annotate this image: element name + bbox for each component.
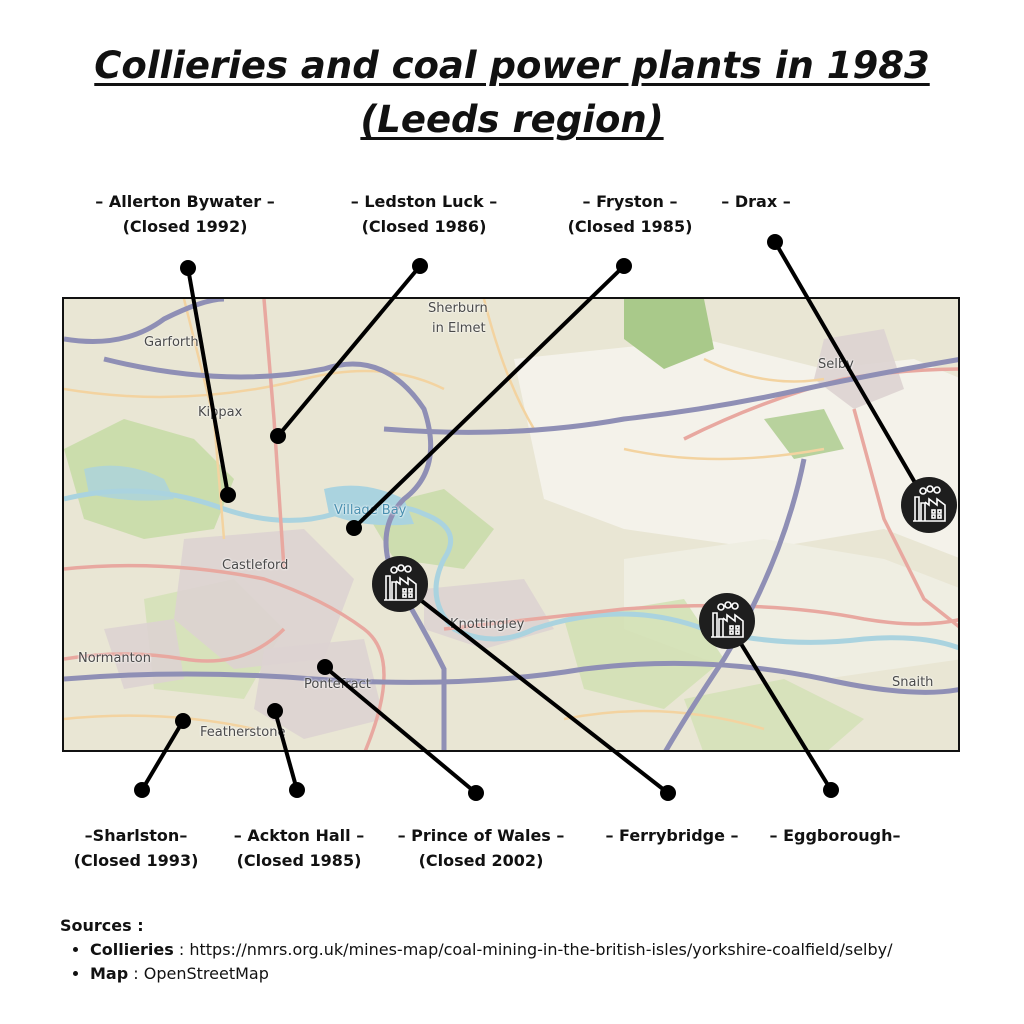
label-dot-allerton-bywater [180, 260, 196, 276]
label-sharlston [74, 823, 199, 873]
place-featherstone: Featherstone [200, 725, 286, 740]
source-label: Map [90, 964, 129, 983]
map-title-line-2: (Leeds region) [360, 98, 664, 141]
colliery-name: – Prince of Wales – [397, 826, 565, 845]
source-item [90, 963, 893, 985]
colliery-name: – Ledston Luck – [350, 192, 498, 211]
map-title-line-1: Collieries and coal power plants in 1983 [94, 44, 930, 87]
colliery-status: (Closed 1985) [567, 217, 693, 236]
source-item [90, 939, 893, 961]
place-normanton: Normanton [78, 651, 151, 666]
colliery-status: (Closed 2002) [418, 851, 544, 870]
label-dot-sharlston [134, 782, 150, 798]
place-in-elmet: in Elmet [432, 321, 486, 336]
label-dot-fryston [616, 258, 632, 274]
label-dot-ferrybridge [660, 785, 676, 801]
place-kippax: Kippax [198, 405, 243, 420]
colliery-name: – Ackton Hall – [233, 826, 365, 845]
power-plant-name: – Eggborough– [769, 826, 901, 845]
label-eggborough [770, 823, 901, 848]
colliery-status: (Closed 1992) [122, 217, 248, 236]
label-ferrybridge [605, 823, 738, 848]
source-text: : https://nmrs.org.uk/mines-map/coal-mining-in-the-british-isles/yorkshire-coalfield/selby/ [173, 940, 893, 959]
label-drax [721, 189, 790, 214]
label-dot-ackton-hall [289, 782, 305, 798]
power-plant-name: – Drax – [721, 192, 791, 211]
label-dot-ledston-luck [412, 258, 428, 274]
label-dot-eggborough [823, 782, 839, 798]
colliery-name: – Allerton Bywater – [95, 192, 275, 211]
colliery-status: (Closed 1985) [236, 851, 362, 870]
power-plant-name: – Ferrybridge – [605, 826, 739, 845]
source-label: Collieries [90, 940, 174, 959]
source-text: : OpenStreetMap [128, 964, 269, 983]
colliery-name: – Fryston – [582, 192, 678, 211]
sources-list [60, 939, 893, 985]
place-village-bay: Village Bay [334, 503, 407, 518]
map-panel [62, 297, 960, 752]
label-prince-of-wales [398, 823, 565, 873]
place-garforth: Garforth [144, 335, 199, 350]
label-ledston-luck [351, 189, 497, 239]
colliery-status: (Closed 1986) [361, 217, 487, 236]
label-ackton-hall [234, 823, 364, 873]
place-snaith: Snaith [892, 675, 934, 690]
label-fryston [568, 189, 693, 239]
place-sherburn: Sherburn [428, 301, 488, 316]
label-dot-prince-of-wales [468, 785, 484, 801]
label-allerton-bywater [95, 189, 274, 239]
place-pontefract: Pontefract [304, 677, 371, 692]
sources-heading: Sources : [60, 916, 144, 935]
place-selby: Selby [818, 357, 854, 372]
place-knottingley: Knottingley [450, 617, 525, 632]
sources-section [60, 916, 893, 987]
label-dot-drax [767, 234, 783, 250]
colliery-status: (Closed 1993) [73, 851, 199, 870]
place-castleford: Castleford [222, 558, 289, 573]
colliery-name: –Sharlston– [84, 826, 188, 845]
